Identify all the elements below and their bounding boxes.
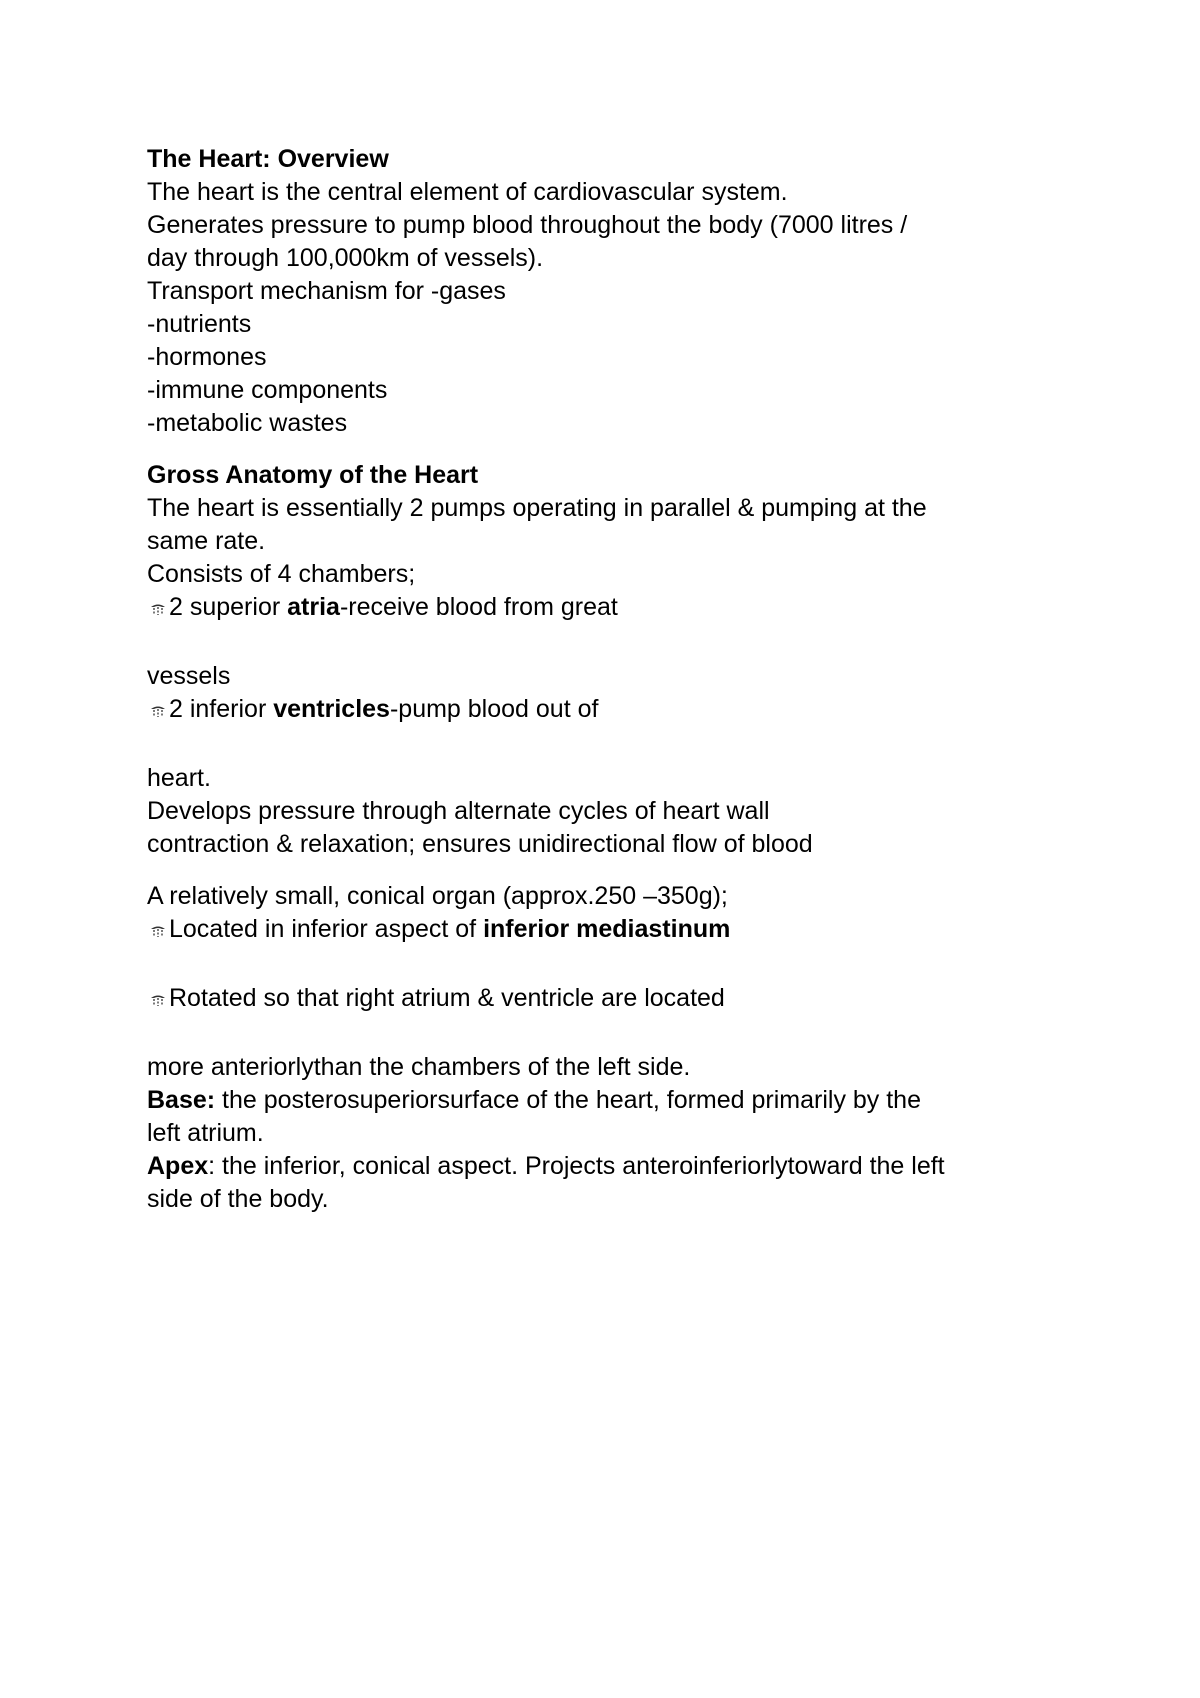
bullet-atria-post: -receive blood from great xyxy=(339,593,618,621)
bullet-item-ventricles xyxy=(147,693,1067,729)
anatomy-intro-line-1: The heart is essentially 2 pumps operating in parallel & pumping at the xyxy=(147,494,927,522)
anatomy-intro-line-3: Consists of 4 chambers; xyxy=(147,560,416,588)
base-text: the posterosuperiorsurface of the heart, formed primarily by the xyxy=(215,1086,921,1114)
organ-line: A relatively small, conical organ (approx.250 –350g); xyxy=(147,882,728,910)
term-base: Base: xyxy=(147,1086,216,1114)
line-gap xyxy=(147,949,1067,982)
overview-line-2: Generates pressure to pump blood throughout the body (7000 litres / xyxy=(147,211,908,239)
overview-list-item: -hormones xyxy=(147,343,267,371)
bullet-ventricles-post: -pump blood out of xyxy=(389,695,599,723)
develops-line-1: Develops pressure through alternate cycles of heart wall xyxy=(147,797,770,825)
develops-line-2: contraction & relaxation; ensures unidirectional flow of blood xyxy=(147,830,813,858)
heart-bullet-icon xyxy=(147,592,169,625)
base-continued: left atrium. xyxy=(147,1119,264,1147)
heart-bullet-icon xyxy=(147,694,169,727)
paragraph-gap xyxy=(147,440,1067,459)
heart-bullet-icon xyxy=(147,983,169,1016)
bullet-ventricles-pre: 2 inferior xyxy=(169,695,274,723)
line-gap xyxy=(147,627,1067,660)
section-heading-overview: The Heart: Overview xyxy=(147,145,389,173)
heart-bullet-icon xyxy=(147,914,169,947)
bullet-ventricles-continued: heart. xyxy=(147,764,211,792)
overview-list-item: -metabolic wastes xyxy=(147,409,348,437)
bullet-atria-continued: vessels xyxy=(147,662,231,690)
line-gap xyxy=(147,1018,1067,1051)
bullet-rotated-text: Rotated so that right atrium & ventricle are located xyxy=(169,984,725,1012)
term-ventricles: ventricles xyxy=(273,695,390,723)
term-atria: atria xyxy=(287,593,340,621)
apex-definition xyxy=(147,1150,1067,1183)
term-inferior-mediastinum: inferior mediastinum xyxy=(483,915,731,943)
term-apex: Apex xyxy=(147,1152,209,1180)
line-gap xyxy=(147,729,1067,762)
base-definition xyxy=(147,1084,1067,1117)
paragraph-gap xyxy=(147,861,1067,880)
overview-line-3: day through 100,000km of vessels). xyxy=(147,244,544,272)
apex-continued: side of the body. xyxy=(147,1185,329,1213)
bullet-item-rotated xyxy=(147,982,1067,1018)
bullet-item-atria xyxy=(147,591,1067,627)
bullet-mediastinum-pre: Located in inferior aspect of xyxy=(169,915,484,943)
section-heading-gross-anatomy: Gross Anatomy of the Heart xyxy=(147,461,479,489)
apex-text: : the inferior, conical aspect. Projects anteroinferiorlytoward the left xyxy=(208,1152,945,1180)
anatomy-intro-line-2: same rate. xyxy=(147,527,266,555)
document-page xyxy=(147,143,1067,1216)
overview-line-1: The heart is the central element of cardiovascular system. xyxy=(147,178,788,206)
bullet-rotated-continued: more anteriorlythan the chambers of the left side. xyxy=(147,1053,691,1081)
overview-list-item: -immune components xyxy=(147,376,388,404)
overview-list-item: -nutrients xyxy=(147,310,252,338)
overview-line-4: Transport mechanism for -gases xyxy=(147,277,506,305)
bullet-item-mediastinum xyxy=(147,913,1067,949)
bullet-atria-pre: 2 superior xyxy=(169,593,288,621)
